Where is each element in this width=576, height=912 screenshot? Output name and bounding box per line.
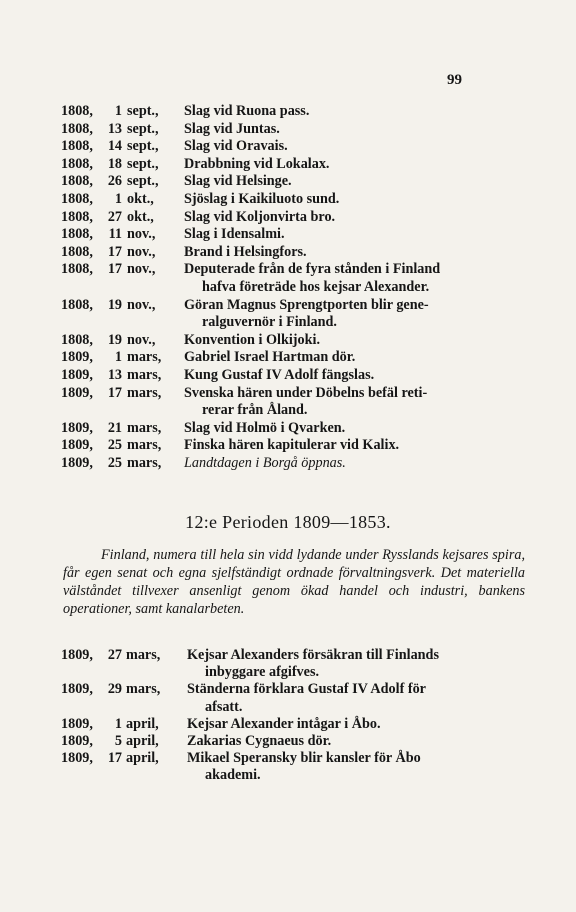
entry-year: 1809, [61, 647, 93, 663]
entry-month: sept., [127, 155, 159, 172]
entry-event [184, 121, 524, 139]
entry-day: 17 [107, 261, 122, 278]
entry-year: 1808, [61, 208, 93, 225]
entry-event [184, 420, 524, 438]
entry-event-continuation: akademi. [205, 767, 261, 784]
entry-event [184, 297, 524, 332]
chronology-list [0, 103, 576, 472]
section-intro [63, 546, 525, 618]
entry-day: 1 [114, 190, 122, 207]
entry-event-text: Landtdagen i Borgå öppnas. [184, 454, 346, 471]
chronology-entry [0, 209, 576, 227]
entry-year: 1808, [61, 243, 93, 260]
entry-day: 18 [107, 155, 122, 172]
entry-event-text: Brand i Helsingfors. [184, 243, 307, 260]
entry-year: 1808, [61, 261, 93, 278]
entry-event-text: Konvention i Olkijoki. [184, 331, 320, 348]
chronology-entry [0, 733, 576, 750]
entry-year: 1808, [61, 226, 93, 243]
entry-year: 1809, [61, 715, 93, 732]
entry-event-continuation: hafva företräde hos kejsar Alexander. [202, 278, 430, 295]
entry-event [187, 733, 527, 750]
entry-event-text: Zakarias Cygnaeus dör. [187, 732, 332, 749]
entry-event-text: Slag vid Juntas. [184, 120, 280, 137]
entry-year: 1808, [61, 296, 93, 313]
entry-month: sept., [127, 120, 159, 137]
entry-month: mars, [127, 384, 162, 401]
entry-month: mars, [127, 349, 162, 366]
entry-month: mars, [126, 681, 161, 698]
entry-event [187, 647, 527, 681]
chronology-entry [0, 681, 576, 715]
entry-event-text: Slag vid Koljonvirta bro. [184, 208, 336, 225]
entry-year: 1808, [61, 103, 93, 119]
entry-year: 1809, [61, 419, 93, 436]
entry-month: april, [126, 750, 159, 767]
chronology-entry [0, 437, 576, 455]
entry-event-text: Slag vid Helsinge. [184, 173, 292, 190]
chronology-entry [0, 261, 576, 296]
entry-day: 1 [114, 349, 122, 366]
entry-day: 25 [107, 437, 122, 454]
section-intro-text: Finland, numera till hela sin vidd lydande under Rysslands kejsares spira, får egen senat och egna sjelfständigt ordnade förvaltningsverk. Det materiella välståndet tillvexer ansenligt genom ökad handel och industri, bankens operationer, samt kanalarbeten. [63, 547, 525, 617]
chronology-entry [0, 226, 576, 244]
entry-day: 1 [114, 715, 122, 732]
entry-year: 1808, [61, 331, 93, 348]
chronology-entry [0, 103, 576, 121]
entry-event-text: Kung Gustaf IV Adolf fängslas. [184, 366, 375, 383]
entry-event [184, 349, 524, 367]
entry-year: 1809, [61, 454, 93, 471]
entry-day: 27 [107, 208, 122, 225]
entry-day: 19 [107, 331, 122, 348]
entry-event-text: Göran Magnus Sprengtporten blir gene- [184, 296, 429, 313]
entry-event-text: Ständerna förklara Gustaf IV Adolf för [187, 681, 426, 698]
entry-month: mars, [127, 366, 162, 383]
entry-event-text: Kejsar Alexander intågar i Åbo. [187, 715, 381, 732]
entry-day: 21 [107, 419, 122, 436]
entry-event-text: Kejsar Alexanders försäkran till Finlands [187, 647, 439, 663]
chronology-entry [0, 332, 576, 350]
chronology-entry [0, 121, 576, 139]
entry-month: mars, [127, 419, 162, 436]
chronology-entry [0, 297, 576, 332]
entry-event [184, 437, 524, 455]
entry-day: 14 [107, 138, 122, 155]
entry-event [184, 191, 524, 209]
entry-event [184, 385, 524, 420]
entry-event [184, 226, 524, 244]
entry-day: 17 [107, 243, 122, 260]
entry-event [184, 261, 524, 296]
entry-year: 1809, [61, 366, 93, 383]
page-number: 99 [447, 72, 462, 88]
entry-month: april, [126, 715, 159, 732]
entry-day: 17 [107, 384, 122, 401]
entry-day: 5 [114, 732, 122, 749]
entry-event-text: Slag i Idensalmi. [184, 226, 285, 243]
entry-event-text: Sjöslag i Kaikiluoto sund. [184, 190, 340, 207]
entry-month: mars, [126, 647, 161, 663]
entry-event-text: Deputerade från de fyra stånden i Finland [184, 261, 441, 278]
entry-event [187, 750, 527, 784]
entry-event [184, 455, 524, 473]
entry-event [187, 716, 527, 733]
entry-event-continuation: inbyggare afgifves. [205, 664, 320, 681]
entry-day: 19 [107, 296, 122, 313]
entry-day: 13 [107, 366, 122, 383]
entry-month: nov., [127, 331, 156, 348]
entry-year: 1808, [61, 190, 93, 207]
chronology-entry [0, 367, 576, 385]
section-heading: 12:e Perioden 1809—1853. [185, 512, 391, 532]
entry-event-text: Mikael Speransky blir kansler för Åbo [187, 750, 421, 767]
chronology-entry [0, 420, 576, 438]
chronology-entry [0, 385, 576, 420]
entry-month: mars, [127, 437, 162, 454]
entry-month: sept., [127, 173, 159, 190]
chronology-entry [0, 244, 576, 262]
entry-event-text: Slag vid Holmö i Qvarken. [184, 419, 346, 436]
entry-event [184, 173, 524, 191]
entry-event [187, 681, 527, 715]
entry-event [184, 209, 524, 227]
entry-month: nov., [127, 226, 156, 243]
entry-event-text: Slag vid Oravais. [184, 138, 288, 155]
entry-month: sept., [127, 138, 159, 155]
entry-event [184, 244, 524, 262]
entry-year: 1808, [61, 120, 93, 137]
entry-month: okt., [127, 190, 154, 207]
entry-year: 1809, [61, 681, 93, 698]
chronology-entry [0, 716, 576, 733]
entry-month: sept., [127, 103, 159, 119]
chronology-entry [0, 173, 576, 191]
entry-event [184, 367, 524, 385]
entry-event-text: Finska hären kapitulerar vid Kalix. [184, 437, 400, 454]
entry-month: mars, [127, 454, 162, 471]
chronology-entry [0, 191, 576, 209]
entry-event-continuation: afsatt. [205, 698, 243, 715]
chronology-entry [0, 750, 576, 784]
chronology-entry [0, 156, 576, 174]
entry-month: okt., [127, 208, 154, 225]
entry-event [184, 156, 524, 174]
entry-year: 1809, [61, 437, 93, 454]
entry-year: 1808, [61, 155, 93, 172]
entry-event-continuation: ralguvernör i Finland. [202, 314, 337, 331]
entry-month: april, [126, 732, 159, 749]
entry-year: 1809, [61, 750, 93, 767]
entry-event-text: Drabbning vid Lokalax. [184, 155, 330, 172]
entry-year: 1808, [61, 138, 93, 155]
entry-day: 26 [107, 173, 122, 190]
entry-day: 27 [107, 647, 122, 663]
entry-event [184, 103, 524, 121]
entry-day: 1 [114, 103, 122, 119]
entry-event [184, 332, 524, 350]
entry-year: 1809, [61, 732, 93, 749]
chronology-entry [0, 138, 576, 156]
entry-month: nov., [127, 243, 156, 260]
entry-event [184, 138, 524, 156]
chronology-entry [0, 647, 576, 681]
entry-day: 25 [107, 454, 122, 471]
entry-event-text: Slag vid Ruona pass. [184, 103, 310, 119]
entry-event-continuation: rerar från Åland. [202, 402, 308, 419]
entry-month: nov., [127, 296, 156, 313]
entry-day: 29 [107, 681, 122, 698]
entry-event-text: Svenska hären under Döbelns befäl reti- [184, 384, 428, 401]
entry-year: 1808, [61, 173, 93, 190]
entry-year: 1809, [61, 349, 93, 366]
entry-day: 17 [107, 750, 122, 767]
entry-day: 11 [108, 226, 122, 243]
entry-year: 1809, [61, 384, 93, 401]
chronology-entry [0, 455, 576, 473]
chronology-list-2 [0, 647, 576, 785]
chronology-entry [0, 349, 576, 367]
entry-month: nov., [127, 261, 156, 278]
entry-day: 13 [107, 120, 122, 137]
entry-event-text: Gabriel Israel Hartman dör. [184, 349, 356, 366]
